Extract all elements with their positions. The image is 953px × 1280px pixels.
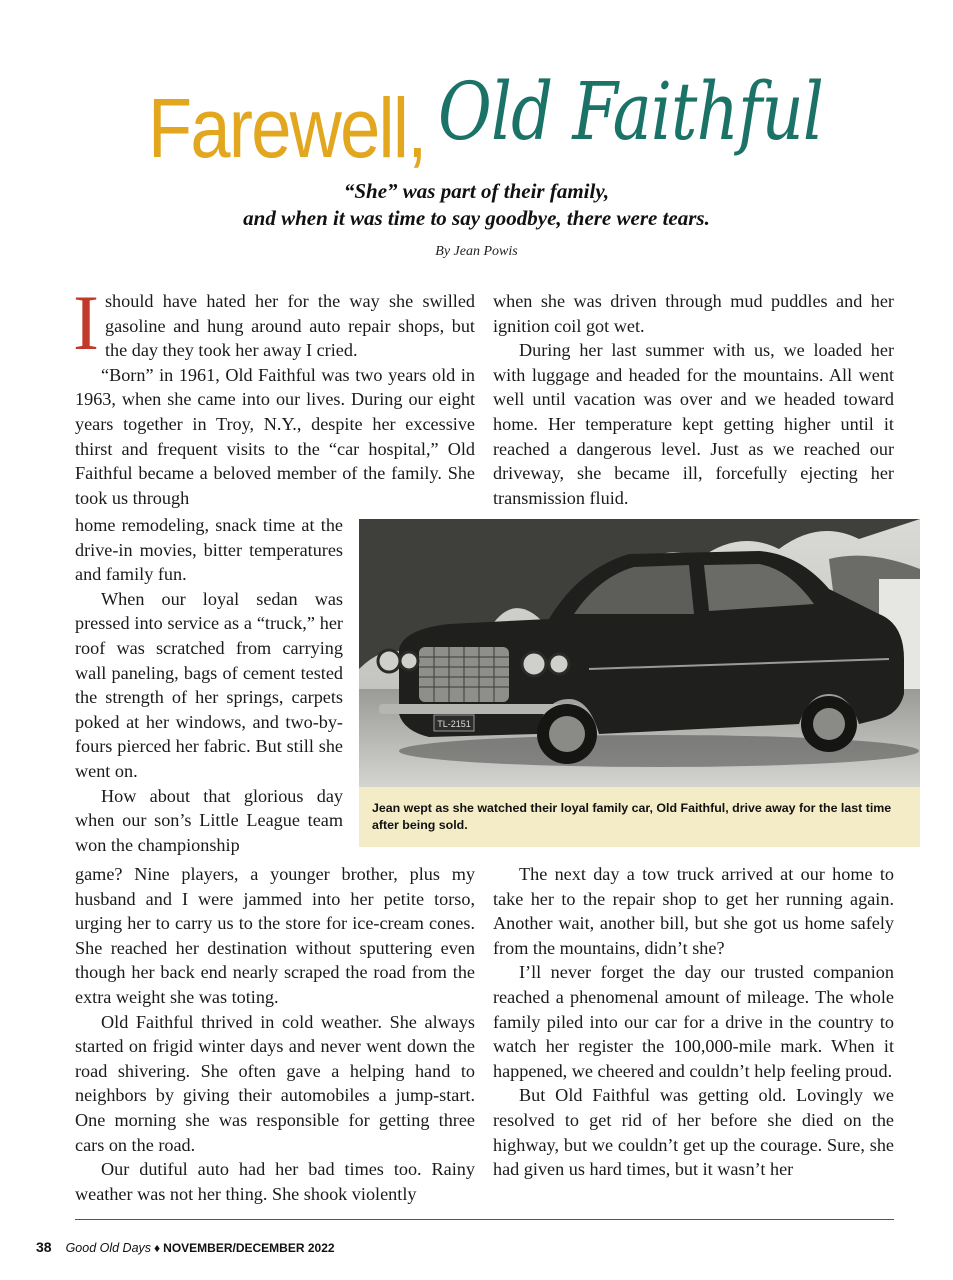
article-subtitle: [0, 178, 953, 232]
paragraph: Old Faithful thrived in cold weather. She always started on frigid winter days and never went down the road shivering. She often gave a helping hand to neighbors by giving their automobiles a jump-start. One morning she was responsible for getting three cars on the road.: [75, 1011, 475, 1155]
drop-cap: I: [73, 279, 99, 366]
column-right-bottom: [493, 862, 894, 1182]
paragraph: When our loyal sedan was pressed into service as a “truck,” her roof was scratched from carrying wall paneling, bags of cement tested the strength of her springs, carpets poked at her windows, and two-by-fours pierced her fabric. But still she went on.: [75, 588, 343, 781]
car-photo: [359, 519, 920, 787]
paragraph-opening: [73, 279, 475, 366]
column-left-top: [73, 279, 475, 510]
subtitle-line-2: and when it was time to say goodbye, there were tears.: [243, 206, 710, 230]
issue-date: NOVEMBER/DECEMBER 2022: [163, 1241, 335, 1255]
paragraph-continued: home remodeling, snack time at the drive-in movies, bitter temperatures and family fun.: [75, 515, 343, 585]
subtitle-line-1: “She” was part of their family,: [343, 179, 610, 203]
paragraph: How about that glorious day when our son’s Little League team won the championship: [75, 785, 343, 855]
page-footer: [36, 1239, 335, 1256]
paragraph: I’ll never forget the day our trusted companion reached a phenomenal amount of mileage. The whole family piled into our car for a drive in the country to watch her register the 100,000-mile mark. When it happened, we cheered and couldn’t help feeling proud.: [493, 962, 894, 1081]
paragraph-continued: when she was driven through mud puddles and her ignition coil got wet.: [493, 291, 894, 336]
diamond-icon: ♦: [154, 1241, 161, 1255]
magazine-name: Good Old Days: [65, 1241, 152, 1255]
title-old-faithful: Old Faithful: [438, 65, 824, 158]
column-left-middle: [75, 513, 343, 857]
byline: By Jean Powis: [435, 244, 518, 259]
column-left-bottom: [75, 862, 475, 1206]
paragraph-continued: game? Nine players, a younger brother, plus my husband and I were jammed into her petite torso, urging her to carry us to the store for ice-cream cones. She reached her destination without sputtering even though her back end nearly scraped the road from the extra weight she was toting.: [75, 864, 475, 1007]
license-plate: TL-2151: [437, 719, 471, 729]
paragraph: “Born” in 1961, Old Faithful was two years old in 1963, when she came into our lives. During our eight years together in Troy, N.Y., despite her excessive thirst and frequent visits to the “car hospital,” Old Faithful became a beloved member of the family. She took us through: [75, 364, 475, 508]
paragraph: Our dutiful auto had her bad times too. Rainy weather was not her thing. She shook violently: [75, 1159, 475, 1204]
paragraph: But Old Faithful was getting old. Lovingly we resolved to get rid of her before she died on the highway, but we couldn’t get up the courage. Sure, she had given us hard times, but it wasn’t her: [493, 1085, 894, 1180]
paragraph: The next day a tow truck arrived at our home to take her to the repair shop to get her running again. Another wait, another bill, but she got us home safely from the mountains, didn’t she?: [493, 864, 894, 958]
title-farewell: Farewell,: [148, 81, 426, 175]
paragraph: During her last summer with us, we loaded her with luggage and headed for the mountains. All went well until vacation was over and we headed toward home. Her temperature kept getting higher until it reached a dangerous level. Just as we reached our driveway, she became ill, forcefully ejecting her transmission fluid.: [493, 340, 894, 508]
column-right-top: [493, 289, 894, 510]
photo-caption: Jean wept as she watched their loyal family car, Old Faithful, drive away for the last time after being sold.: [359, 787, 920, 847]
car-illustration: [359, 519, 920, 787]
page-number: 38: [36, 1239, 52, 1255]
paragraph-text: should have hated her for the way she swilled gasoline and hung around auto repair shops, but the day they took her away I cried.: [104, 291, 475, 361]
footer-rule: [75, 1219, 894, 1220]
